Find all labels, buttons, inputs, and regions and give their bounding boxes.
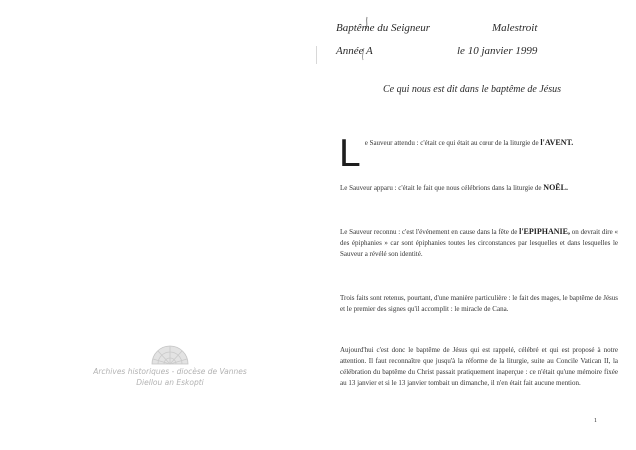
paragraph-epiphany-emphasis: l'EPIPHANIE, — [519, 227, 571, 236]
watermark-line-2: Diellou an Eskopti — [136, 378, 204, 387]
page-fold-divider — [316, 46, 317, 64]
paragraph-epiphany-text-a: Le Sauveur reconnu : c'est l'événement en cause dans la fête de — [340, 228, 520, 236]
header-feast-name: Baptême du Seigneur — [336, 22, 431, 34]
paragraph-advent-text: e Sauveur attendu : c'était ce qui était au cœur de la liturgie de — [364, 139, 541, 147]
archive-watermark — [70, 340, 270, 388]
paragraph-baptism-today: Aujourd'hui c'est donc le baptême de Jésus qui est rappelé, célébré et qui est proposé à notre attention. Il faut reconnaître que jusqu'à la réforme de la liturgie, suite au Concile Vatican II, la célébration du baptême du Christ passait pratiquement inaperçue : ce n'était qu'une mémoire fixée au 13 janvier et si le 13 janvier tombait un dimanche, il n'en était fait aucune mention. — [340, 346, 618, 387]
watermark-line-1: Archives historiques - diocèse de Vannes — [93, 367, 247, 376]
paragraph-christmas-emphasis: NOËL. — [543, 183, 568, 192]
paragraph-three-facts: Trois faits sont retenus, pourtant, d'une manière particulière : le fait des mages, le baptême de Jésus et le premier des signes qu'il accomplit : le miracle de Cana. — [340, 294, 619, 313]
right-page — [322, 0, 622, 450]
left-page — [0, 0, 316, 450]
header-date: le 10 janvier 1999 — [457, 45, 538, 57]
page-number: 1 — [594, 418, 597, 424]
paragraph-epiphany — [340, 226, 618, 260]
diocese-logo-icon — [150, 340, 190, 366]
paragraph-epiphany-text-b: on devrait dire « des épiphanies » car sont épiphanies toutes les circonstances par lesquelles et dans lesquelles le Sauveur a révélé son identité. — [340, 228, 618, 258]
document-title: Ce qui nous est dit dans le baptême de Jésus — [382, 84, 562, 95]
header-liturgical-year: Année A — [336, 45, 373, 57]
paragraph-advent-emphasis: l'AVENT. — [540, 138, 574, 147]
paragraph-advent — [339, 132, 618, 175]
header-location: Malestroit — [492, 22, 538, 34]
drop-cap: L — [339, 132, 361, 175]
paragraph-christmas — [340, 182, 618, 194]
paragraph-christmas-text: Le Sauveur apparu : c'était le fait que nous célébrions dans la liturgie de — [340, 184, 544, 192]
